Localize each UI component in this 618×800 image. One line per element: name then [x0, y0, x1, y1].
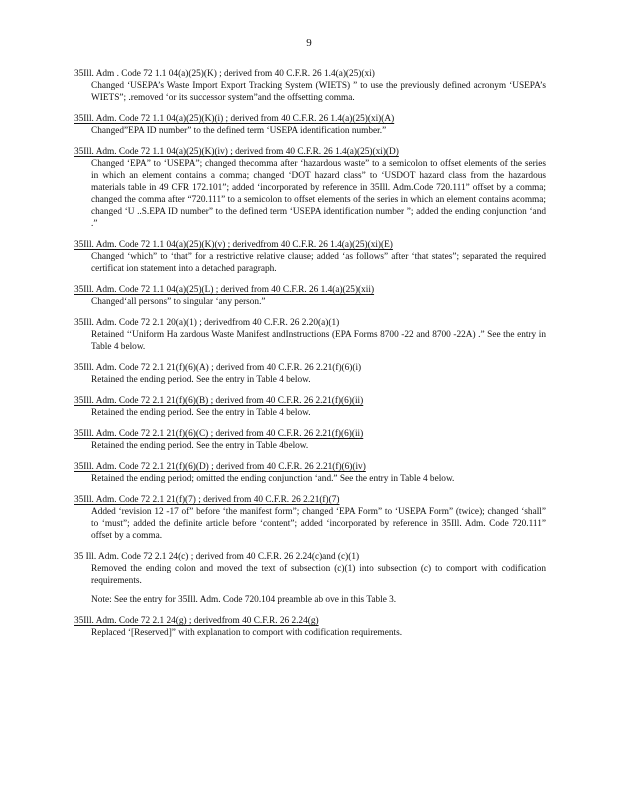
- entry-description: Changed”EPA ID number” to the defined term ‘USEPA identification number.”: [91, 126, 387, 136]
- entry: [74, 113, 546, 137]
- entry: [74, 239, 546, 275]
- derivation-entries: [74, 68, 546, 642]
- entry: [74, 68, 546, 104]
- entry: [74, 428, 546, 452]
- entry: [74, 551, 546, 606]
- entry-citation: 35Ill. Adm. Code 72 1.1 04(a)(25)(L) ; derived from 40 C.F.R. 26 1.4(a)(25)(xii): [74, 285, 375, 295]
- entry-citation: 35Ill. Adm. Code 72 2.1 21(f)(6)(B) ; derived from 40 C.F.R. 26 2.21(f)(6)(ii): [74, 396, 364, 406]
- entry-note: Note: See the entry for 35Ill. Adm. Code 720.104 preamble ab ove in this Table 3.: [91, 595, 397, 605]
- entry: [74, 461, 546, 485]
- entry: [74, 362, 546, 386]
- entry-citation: 35Ill. Adm. Code 72 2.1 21(f)(6)(D) ; derived from 40 C.F.R. 26 2.21(f)(6)(iv): [74, 462, 366, 472]
- entry-description: Retained the ending period; omitted the ending conjunction ‘and.” See the entry in Table 4 below.: [91, 474, 455, 484]
- entry-description: Changed ‘which” to ‘that” for a restrictive relative clause; added ‘as follows” after ‘that states”; separated the required certificat ion statement into a detached paragraph.: [91, 252, 546, 274]
- entry: [74, 146, 546, 230]
- entry-description: Retained the ending period. See the entry in Table 4below.: [91, 441, 309, 451]
- entry: [74, 317, 546, 353]
- entry: [74, 615, 546, 639]
- entry-citation: 35Ill. Adm. Code 72 2.1 21(f)(6)(A) ; derived from 40 C.F.R. 26 2.21(f)(6)(i): [74, 363, 362, 373]
- entry-citation: 35Ill. Adm. Code 72 2.1 24(g) ; derivedfrom 40 C.F.R. 26 2.24(g): [74, 616, 319, 626]
- entry-description: Retained the ending period. See the entry in Table 4 below.: [91, 375, 311, 385]
- entry-description: Changed ‘EPA” to ‘USEPA”; changed thecomma after ‘hazardous waste” to a semicolon to offset elements of the series in which an element contains a comma; changed ‘DOT hazard class” to ‘USDOT hazard class from the hazardous materials table in 49 CFR 172.101”; added ‘incorporated by reference in 35Ill. Adm.Code 720.111” offset by a comma; changed the comma after “720.111” to a semicolon to offset elements of the series in which an element contains acomma; changed ‘U ..S.EPA ID number” to the defined term ‘USEPA identification number ”; added the ending conjunction ‘and .”: [91, 159, 546, 229]
- entry-description: Added ‘revision 12 -17 of” before ‘the manifest form”; changed ‘EPA Form” to ‘USEPA Form” (twice); changed ‘shall” to ‘must”; added the definite article before ‘content”; added ‘incorporated by reference in 35Ill. Adm. Code 720.111” offset by a comma.: [91, 507, 546, 541]
- entry-citation: 35 Ill. Adm. Code 72 2.1 24(c) ; derived from 40 C.F.R. 26 2.24(c)and (c)(1): [74, 552, 360, 562]
- page-number: 9: [306, 37, 312, 49]
- entry-description: Retained ‘‘Uniform Ha zardous Waste Manifest andInstructions (EPA Forms 8700 -22 and 8700 -22A) .” See the entry in Table 4 below.: [91, 330, 546, 352]
- entry-description: Changed‘all persons” to singular ‘any person.”: [91, 297, 266, 307]
- entry-citation: 35Ill. Adm. Code 72 1.1 04(a)(25)(K)(v) ; derivedfrom 40 C.F.R. 26 1.4(a)(25)(xi)(E): [74, 240, 393, 250]
- entry: [74, 494, 546, 542]
- entry-citation: 35Ill. Adm . Code 72 1.1 04(a)(25)(K) ; derived from 40 C.F.R. 26 1.4(a)(25)(xi): [74, 69, 375, 79]
- entry-description: Replaced ‘[Reserved]” with explanation to comport with codification requirements.: [91, 628, 403, 638]
- entry-citation: 35Ill. Adm. Code 72 2.1 21(f)(6)(C) ; derived from 40 C.F.R. 26 2.21(f)(6)(ii): [74, 429, 364, 439]
- entry-citation: 35Ill. Adm. Code 72 2.1 21(f)(7) ; derived from 40 C.F.R. 26 2.21(f)(7): [74, 495, 340, 505]
- entry-description: Changed ‘USEPA’s Waste Import Export Tracking System (WIETS) ” to use the previously defined acronym ‘USEPA’s WIETS”; .removed ‘or its successor system”and the offsetting comma.: [91, 81, 546, 103]
- entry-citation: 35Ill. Adm. Code 72 1.1 04(a)(25)(K)(iv) ; derived from 40 C.F.R. 26 1.4(a)(25)(xi)(D): [74, 147, 399, 157]
- entry-description: Removed the ending colon and moved the text of subsection (c)(1) into subsection (c) to comport with codification requirements.: [91, 564, 546, 586]
- entry: [74, 395, 546, 419]
- entry-description: Retained the ending period. See the entry in Table 4 below.: [91, 408, 311, 418]
- entry-citation: 35Ill. Adm. Code 72 2.1 20(a)(1) ; derivedfrom 40 C.F.R. 26 2.20(a)(1): [74, 318, 340, 328]
- entry: [74, 284, 546, 308]
- entry-citation: 35Ill. Adm. Code 72 1.1 04(a)(25)(K)(i) ; derived from 40 C.F.R. 26 1.4(a)(25)(xi)(A): [74, 114, 395, 124]
